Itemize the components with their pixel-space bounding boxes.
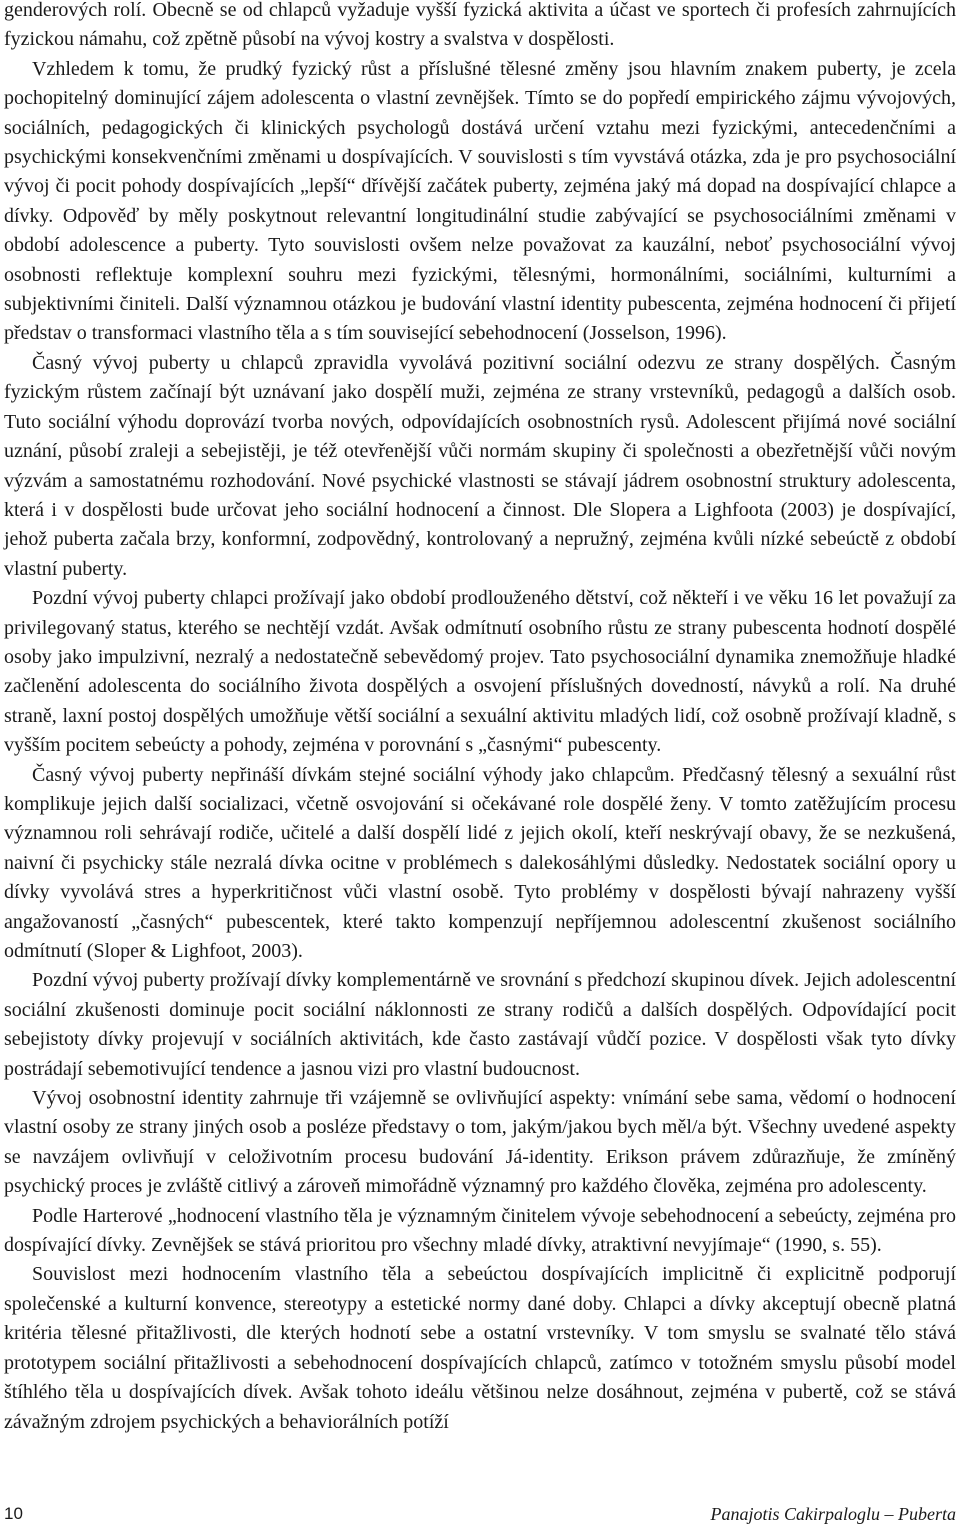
paragraph-identity: Vývoj osobnostní identity zahrnuje tři vzájemně se ovlivňující aspekty: vnímání sebe sama, vědomí o hodnocení vlastní osoby ze strany jiných osob a posléze představy o tom, jakým/jakou bych měl/a být. Všechny uvedené aspekty se navzájem ovlivňují v celoživotním procesu budování Já-identity. Erikson právem zdůrazňuje, že zmíněný psychický proces je zvláště citlivý a zároveň mimořádně významný pro každého člověka, zejména pro adolescenty.: [4, 1087, 956, 1198]
page-number: 10: [4, 1504, 23, 1523]
page-footer: [4, 1504, 956, 1528]
paragraph-early-puberty-boys: Časný vývoj puberty u chlapců zpravidla vyvolává pozitivní sociální odezvu ze strany dospělých. Časným fyzickým růstem začínají být uznávaní jako dospělí muži, zejména ze strany vrstevníků, pedagogů a dalších osob. Tuto sociální výhodu doprovází tvorba nových, odpovídajících osobnostních rysů. Adolescent přijímá nové sociální uznání, působí zraleji a sebejistěji, je též otevřenější vůči normám skupiny či společnosti a obezřetnější vůči novým výzvám a samostatnému rozhodování. Nové psychické vlastnosti se stávají jádrem osobnostní struktury adolescenta, která i v dospělosti bude určovat jeho sociální hodnocení a činnost. Dle Slopera a Lighfoota (2003) je dospívající, jehož puberta začala brzy, konformní, zodpovědný, kontrolovaný a nepružný, zejména kvůli nízké sebeúctě z období vlastní puberty.: [4, 351, 956, 580]
document-page: [4, 0, 956, 1536]
paragraph-late-puberty-boys: Pozdní vývoj puberty chlapci prožívají jako období prodlouženého dětství, což někteří i ve věku 16 let považují za privilegovaný status, kterého se nechtějí vzdát. Avšak odmítnutí osobního růstu ze strany pubescenta hodnotí dospělé osoby jako impulzivní, nezralý a nedostatečně sebevědomý projev. Tato psychosociální dynamika znemožňuje hladké začlenění adolescenta do sociálního života dospělých a osvojení příslušných dovedností, návyků a rolí. Na druhé straně, laxní postoj dospělých umožňuje větší sociální a sexuální aktivitu mladých lidí, což osobně prožívají kladně, s vyšším pocitem sebeúcty a pohody, zejména v porovnání s „časnými“ pubescenty.: [4, 587, 956, 757]
paragraph-body-changes: Vzhledem k tomu, že prudký fyzický růst a příslušné tělesné změny jsou hlavním znakem puberty, je zcela pochopitelný dominující zájem adolescenta o vlastní zevnějšek. Tímto se do popředí empirického zájmu vývojových, sociálních, pedagogických či klinických psychologů dostává určení vztahu mezi fyzickými, antecedenčními a psychickými konsekvenčními změnami u dospívajících. V souvislosti s tím vyvstává otázka, zda je pro psychosociální vývoj či pocit pohody dospívajících „lepší“ dřívější začátek puberty, zejména jaký má dopad na dospívající chlapce a dívky. Odpověď by měly poskytnout relevantní longitudinální studie zabývající se psychosociálními změnami v období adolescence a puberty. Tyto souvislosti ovšem nelze považovat za kauzální, neboť psychosociální vývoj osobnosti reflektuje komplexní souhru mezi fyzickými, tělesnými, hormonálními, sociálními, kulturními a subjektivními činiteli. Další významnou otázkou je budování vlastní identity pubescenta, zejména hodnocení či přijetí představ o transformaci vlastního těla a s tím související sebehodnocení (Josselson, 1996).: [4, 57, 956, 345]
paragraph-harter-quote: Podle Harterové „hodnocení vlastního těla je významným činitelem vývoje sebehodnocení a sebeúcty, zejména pro dospívající dívky. Zevnějšek se stává prioritou pro všechny mladé dívky, atraktivní nevyjímaje“ (1990, s. 55).: [4, 1204, 956, 1257]
paragraph-body-esteem: Souvislost mezi hodnocením vlastního těla a sebeúctou dospívajících implicitně či explicitně podporují společenské a kulturní konvence, stereotypy a estetické normy dané doby. Chlapci a dívky akceptují obecně platná kritéria tělesné přitažlivosti, dle kterých hodnotí sebe a ostatní vrstevníky. V tom smyslu se svalnaté tělo stává prototypem sociální přitažlivosti a sebehodnocení dospívajících chlapců, zatímco v totožném smyslu působí model štíhlého těla u dospívajících dívek. Avšak tohoto ideálu většinou nelze dosáhnout, zejména v pubertě, což se stává závažným zdrojem psychických a behaviorálních potíží: [4, 1263, 956, 1433]
body-text: [4, 0, 956, 1437]
paragraph-early-puberty-girls: Časný vývoj puberty nepřináší dívkám stejné sociální výhody jako chlapcům. Předčasný tělesný a sexuální růst komplikuje jejich další socializaci, včetně osvojování si očekávané role dospělé ženy. V tomto zatěžujícím procesu významnou roli sehrávají rodiče, učitelé a další dospělí lidé z jejich okolí, kteří neskrývají obavy, že se nezkušená, naivní či psychicky stále nezralá dívka ocitne v problémech s dalekosáhlými důsledky. Nedostatek sociální opory u dívky vyvolává stres a hyperkritičnost vůči vlastní osobě. Tyto problémy v dospělosti bývají nahrazeny vyšší angažovaností „časných“ pubescentek, které takto kompenzují nepříjemnou adolescentní zkušenost sociálního odmítnutí (Sloper & Lighfoot, 2003).: [4, 763, 956, 962]
running-head: Panajotis Cakirpaloglu – Puberta: [710, 1504, 956, 1524]
paragraph-continued: genderových rolí. Obecně se od chlapců vyžaduje vyšší fyzická aktivita a účast ve sportech či profesích zahrnujících fyzickou námahu, což zpětně působí na vývoj kostry a svalstva v dospělosti.: [4, 0, 956, 51]
paragraph-late-puberty-girls: Pozdní vývoj puberty prožívají dívky komplementárně ve srovnání s předchozí skupinou dívek. Jejich adolescentní sociální zkušenosti dominuje pocit sociální náklonnosti ze strany rodičů a dalších dospělých. Odpovídající pocit sebejistoty dívky projevují v sociálních aktivitách, kde často zastávají vůdčí pozice. V dospělosti však tyto dívky postrádají sebemotivující tendence a jasnou vizi pro vlastní budoucnost.: [4, 969, 956, 1080]
